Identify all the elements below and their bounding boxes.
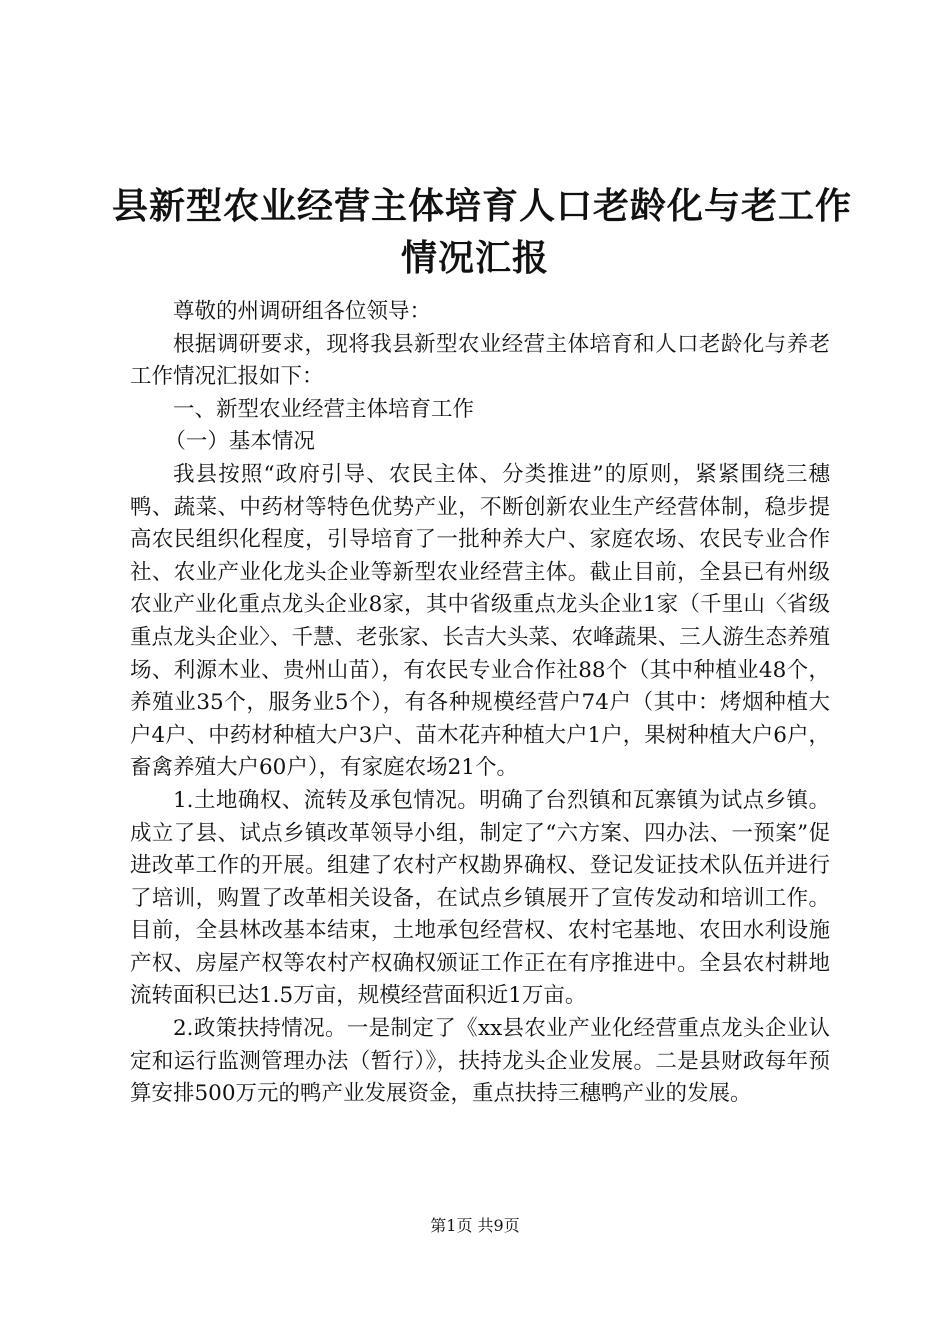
document-title	[112, 180, 853, 284]
title-line-1: 县新型农业经营主体培育人口老龄化与老工作	[112, 185, 853, 227]
section-heading: 一、新型农业经营主体培育工作	[173, 396, 475, 422]
policy-support-paragraph: 2.政策扶持情况。一是制定了《xx县农业产业化经营重点龙头企业认定和运行监测管理办法（暂行）》，扶持龙头企业发展。二是县财政每年预算安排500万元的鸭产业发展资金，重点扶持三穗鸭产业的发展。	[130, 1016, 830, 1107]
land-rights-paragraph: 1.土地确权、流转及承包情况。明确了台烈镇和瓦寨镇为试点乡镇。成立了县、试点乡镇改革领导小组，制定了“六方案、四办法、一预案”促进改革工作的开展。组建了农村产权勘界确权、登记发证技术队伍并进行了培训，购置了改革相关设备，在试点乡镇展开了宣传发动和培训工作。目前，全县林改基本结束，土地承包经营权、农村宅基地、农田水利设施产权、房屋产权等农村产权确权颁证工作正在有序推进中。全县农村耕地流转面积已达1.5万亩，规模经营面积近1万亩。	[130, 787, 830, 1009]
title-line-2: 情况汇报	[400, 237, 549, 279]
basic-situation-paragraph: 我县按照“政府引导、农民主体、分类推进”的原则，紧紧围绕三穗鸭、蔬菜、中药材等特色优势产业，不断创新农业生产经营体制，稳步提高农民组织化程度，引导培育了一批种养大户、家庭农场、农民专业合作社、农业产业化龙头企业等新型农业经营主体。截止目前，全县已有州级农业产业化重点龙头企业8家，其中省级重点龙头企业1家（千里山〈省级重点龙头企业〉、千慧、老张家、长吉大头菜、农峰蔬果、三人游生态养殖场、利源木业、贵州山苗），有农民专业合作社88个（其中种植业48个，养殖业35个，服务业5个），有各种规模经营户74户（其中：烤烟种植大户4户、中药材种植大户3户、苗木花卉种植大户1户，果树种植大户6户，畜禽养殖大户60户），有家庭农场21个。	[130, 461, 830, 781]
document-body	[130, 296, 830, 1111]
salutation-paragraph: 尊敬的州调研组各位领导：	[173, 299, 432, 324]
subsection-heading: （一）基本情况	[164, 429, 315, 455]
page-footer: 第1页 共9页	[430, 1216, 520, 1235]
intro-paragraph: 根据调研要求，现将我县新型农业经营主体培育和人口老龄化与养老工作情况汇报如下：	[130, 331, 830, 390]
